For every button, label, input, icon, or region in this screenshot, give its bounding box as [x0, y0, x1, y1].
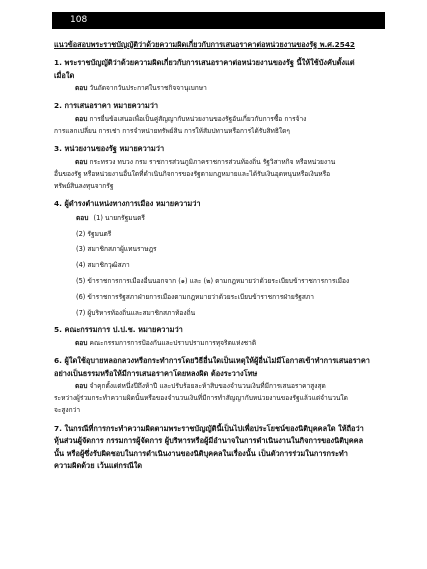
- option-item: (6) ข้าราชการรัฐสภาฝ่ายการเมืองตามกฎหมายว่าด้วยระเบียบข้าราชการฝ่ายรัฐสภา: [76, 292, 314, 301]
- option-item: (4) สมาชิกวุฒิสภา: [76, 261, 130, 270]
- answer-label: ตอบ: [75, 114, 88, 123]
- answer: [54, 156, 382, 193]
- question-line: 3. หน่วยงานของรัฐ หมายความว่า: [54, 144, 165, 154]
- question-line: 4. ผู้ดำรงตำแหน่งทางการเมือง หมายความว่า: [54, 199, 201, 209]
- question-line: อย่างเป็นธรรมหรือให้มีการเสนอราคาโดยหลงผิด ต้องระวางโทษ: [54, 368, 258, 378]
- answer-line: ระหว่างผู้ร่วมกระทำความผิดนั้นหรือของจำนวนเงินที่มีการทำสัญญากับหน่วยงานของรัฐแล้วแต่จำนวนใด: [54, 394, 348, 403]
- question-line: 5. คณะกรรมการ ป.ป.ช. หมายความว่า: [54, 325, 183, 335]
- question-block: [54, 423, 382, 473]
- answer-line: จะสูงกว่า: [54, 406, 81, 415]
- answer-line: วันถัดจากวันประกาศในราชกิจจานุเบกษา: [89, 84, 207, 92]
- answer-line: ทรัพย์สินลงทุนจากรัฐ: [54, 182, 114, 191]
- answer-line: จำคุกตั้งแต่หนึ่งปีถึงห้าปี และปรับร้อยละห้าสิบของจำนวนเงินที่มีการเสนอราคาสูงสุด: [89, 382, 326, 390]
- question-block: [54, 143, 382, 192]
- answer-line: การยื่นข้อเสนอเพื่อเป็นคู่สัญญากับหน่วยงานของรัฐอันเกี่ยวกับการซื้อ การจ้าง: [89, 114, 307, 123]
- answer-label: ตอบ: [75, 382, 88, 390]
- question-line: 2. การเสนอราคา หมายความว่า: [54, 101, 159, 111]
- answer: [54, 337, 382, 349]
- option-text: (1) นายกรัฐมนตรี: [93, 213, 145, 222]
- document-title: แนวข้อสอบพระราชบัญญัติว่าด้วยความผิดเกี่ยวกับการเสนอราคาต่อหน่วยงานของรัฐ พ.ศ.2542: [54, 40, 355, 49]
- question-line: 6. ผู้ใดใช้อุบายหลอกลวงหรือกระทำการโดยวิธีอื่นใดเป็นเหตุให้ผู้อื่นไม่มีโอกาสเข้าทำการเสนอราคา: [54, 356, 370, 365]
- question-line: นั้น หรือผู้ซึ่งรับผิดชอบในการดำเนินงานของนิติบุคคลในเรื่องนั้น เป็นตัวการร่วมในการกระทำ: [54, 448, 348, 458]
- answer-line: การแลกเปลี่ยน การเช่า การจำหน่ายทรัพย์สิน การให้สัมปทานหรือการได้รับสิทธิใดๆ: [54, 126, 290, 135]
- question-block: [54, 57, 382, 94]
- question-line: 7. ในกรณีที่การกระทำความผิดตามพระราชบัญญัตินี้เป็นไปเพื่อประโยชน์ของนิติบุคคลใด ให้ถือว่า: [54, 423, 364, 433]
- question-line: 1. พระราชบัญญัติว่าด้วยความผิดเกี่ยวกับการเสนอราคาต่อหน่วยงานของรัฐ นี้ให้ใช้บังคับตั้งแต่: [54, 58, 355, 67]
- option-item: (5) ข้าราชการการเมืองอื่นนอกจาก (๑) และ (๒) ตามกฎหมายว่าด้วยระเบียบข้าราชการการเมือง: [76, 276, 350, 285]
- page-number: 108: [70, 15, 88, 25]
- answer: [54, 82, 382, 94]
- answer-label: ตอบ: [75, 338, 88, 347]
- question-line: หุ้นส่วนผู้จัดการ กรรมการผู้จัดการ ผู้บริหารหรือผู้มีอำนาจในการดำเนินงานในกิจการของนิติบุคคล: [54, 436, 364, 446]
- header-bar: [52, 12, 385, 29]
- question-block: [54, 100, 382, 137]
- option-item: [54, 211, 382, 227]
- option-item: (2) รัฐมนตรี: [76, 229, 112, 238]
- answer-line: คณะกรรมการการป้องกันและปราบปรามการทุจริตแห่งชาติ: [89, 338, 257, 347]
- question-line: เมื่อใด: [54, 70, 75, 80]
- answer-label: ตอบ: [75, 157, 88, 166]
- answer-label: ตอบ: [76, 213, 89, 222]
- answer-label: ตอบ: [75, 84, 88, 92]
- document-body: [54, 40, 382, 473]
- question-block: [54, 355, 382, 417]
- option-item: (3) สมาชิกสภาผู้แทนราษฎร: [76, 245, 157, 254]
- option-item: (7) ผู้บริหารท้องถิ่นและสมาชิกสภาท้องถิ่น: [76, 308, 196, 317]
- answer-line: อื่นของรัฐ หรือหน่วยงานอื่นใดที่ดำเนินกิจการของรัฐตามกฎหมายและได้รับเงินอุดหนุนหรือเงินหรือ: [54, 169, 331, 178]
- answer: [54, 380, 382, 417]
- answer-line: กระทรวง ทบวง กรม ราชการส่วนภูมิภาคราชการส่วนท้องถิ่น รัฐวิสาหกิจ หรือหน่วยงาน: [89, 157, 336, 166]
- question-line: ความผิดด้วย เว้นแต่กรณีใด: [54, 461, 143, 471]
- answer: [54, 113, 382, 137]
- question-block: [54, 198, 382, 321]
- question-block: [54, 324, 382, 349]
